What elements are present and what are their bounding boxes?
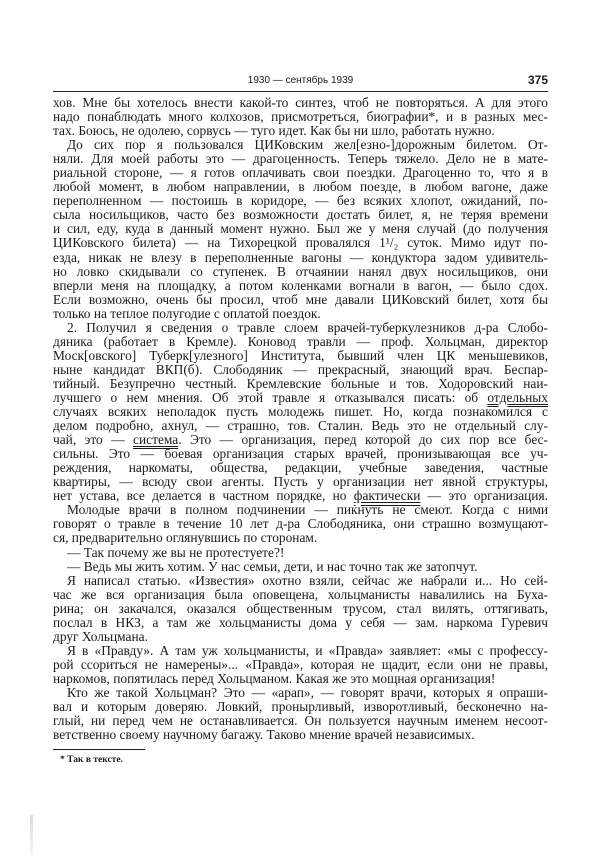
text-line — [53, 96, 548, 110]
text-line — [53, 124, 548, 138]
line-text: тах. Боюсь, не одолею, сорвусь — туго идет. Как бы ни шло, работать нужно. — [53, 123, 495, 139]
line-text: реждения, наркоматы, общества, редакции, учебные заведения, частные — [53, 460, 548, 476]
text-line — [53, 208, 548, 222]
line-text-rest: . Это — организация, перед которой до сих пор все бес- — [178, 432, 548, 448]
text-line — [53, 644, 548, 658]
line-text: чай, это — — [53, 432, 134, 448]
line-text: хов. Мне бы хотелось внести какой-то синтез, чтоб не повторяться. А для этого — [53, 95, 548, 110]
text-line — [53, 630, 548, 644]
line-text: риальной стороне, — я готов оплачивать свои поездки. Драгоценно то, что я в — [53, 165, 548, 181]
underlined-word: система — [133, 432, 179, 448]
line-text: делом подробно, ахнул, — страшно, тов. Сталин. Ведь это не отдельный слу- — [53, 418, 548, 434]
text-line — [53, 503, 548, 517]
line-text: только на теплое полугодие с оплатой поездок. — [53, 305, 321, 321]
line-text: езда, никак не влезу в переполненные вагоны — кондуктора задом удивитель- — [53, 249, 548, 265]
text-line — [53, 265, 548, 279]
underlined-word: отдельных — [487, 389, 548, 405]
text-line — [53, 110, 548, 124]
line-text: вперли меня на площадку, а потом коленками вогнали в вагон, — было сдох. — [53, 277, 548, 293]
text-line — [53, 321, 548, 335]
line-text: рина; он закачался, оказался общественным трусом, стал вилять, оттягивать, — [53, 600, 548, 616]
text-line — [53, 293, 548, 307]
line-text: переполненном — постоишь в коридоре, — без всяких хлопот, ожиданий, по- — [53, 193, 548, 209]
text-line — [53, 531, 548, 545]
text-line — [53, 180, 548, 194]
text-line — [53, 714, 548, 728]
text-line — [53, 349, 548, 363]
line-text: случаях всяких неполадок пусть молодежь пишет. Но, когда познакомился с — [53, 404, 548, 420]
text-line — [53, 728, 548, 742]
line-text: ветственно своему научному багажу. Таково мнение врачей независимых. — [53, 727, 475, 743]
text-line — [53, 475, 548, 489]
text-line — [53, 251, 548, 265]
line-text: квартиры, — всюду свои агенты. Пусть у организации нет явной структуры, — [53, 474, 548, 490]
line-text: и сил, еду, куда в данный момент нужно. Был же у меня случай (до получения — [53, 221, 548, 237]
line-text: вал и которым доверяю. Ловкий, пронырливый, изворотливый, бесконечно на- — [53, 699, 548, 715]
text-line — [53, 447, 548, 461]
line-text: послал в НКЗ, а там же хольцманисты дома у себя — зам. наркома Гуревич — [53, 614, 548, 630]
line-text: глый, ни перед чем не останавливается. Он пользуется научным именем несоот- — [53, 713, 548, 729]
text-line — [53, 672, 548, 686]
text-line — [53, 546, 548, 560]
line-text: дяника (работает в Кремле). Коновод травли — проф. Хольцман, директор — [53, 333, 548, 349]
text-line — [53, 489, 548, 503]
line-text: час же вся организация была оповещена, хольцманисты навалились на Буха- — [53, 586, 548, 602]
line-text: Я в «Правду». А там уж хольцманисты, и «Правда» заявляет: «мы с профессу- — [67, 642, 548, 658]
footnote: * Так в тексте. — [60, 755, 123, 765]
line-text: Я написал статью. «Известия» охотно взяли, сейчас же набрали и... Но сей- — [67, 572, 548, 588]
text-line — [53, 194, 548, 208]
page-number: 375 — [527, 73, 548, 87]
line-text: Моск[овского] Туберк[улезного] Института, бывший член ЦК меньшевиков, — [53, 347, 548, 363]
line-text: говорят о травле в течение 10 лет д-ра Слободяника, они страшно возмущают- — [53, 516, 548, 532]
line-text: няли. Для моей работы это — драгоценность. Теперь тяжело. Дело не в мате- — [53, 151, 548, 167]
text-line — [53, 391, 548, 405]
text-line — [53, 138, 548, 152]
line-text: ныне кандидат ВКП(б). Слободяник — прекрасный, знающий врач. Беспар- — [53, 361, 548, 377]
line-text: лучшего о нем мнения. Об этой травле я отказывался писать: об — [53, 389, 488, 405]
text-line — [53, 405, 548, 419]
line-text: Если возможно, очень бы просил, чтоб мне давали ЦИКовский билет, хотя бы — [53, 291, 548, 307]
text-line — [53, 560, 548, 574]
line-text: — Ведь мы жить хотим. У нас семьи, дети, и нас точно так же затопчут. — [67, 558, 478, 574]
text-line — [53, 433, 548, 447]
text-line — [53, 279, 548, 293]
running-title: 1930 — сентябрь 1939 — [247, 75, 354, 86]
line-text: наркомов, попятилась перед Хольцманом. Какая же это мощная организация! — [53, 670, 496, 686]
text-line — [53, 377, 548, 391]
line-text: нет устава, все делается в частном порядке, но — [53, 488, 354, 504]
text-line — [53, 335, 548, 349]
text-line — [53, 700, 548, 714]
line-text-rest: — это организация. — [420, 488, 548, 504]
text-line — [53, 307, 548, 321]
body-text — [53, 96, 548, 742]
text-line — [53, 152, 548, 166]
footnote-rule — [53, 749, 145, 750]
text-line — [53, 658, 548, 672]
line-text: любой момент, в любом направлении, в любом поезде, в любом вагоне, даже — [53, 179, 548, 195]
line-text: но ловко скидывали со ступенек. В отчаянии нанял двух носильщиков, они — [53, 263, 548, 279]
text-line — [53, 616, 548, 630]
line-text: рой ссориться не намерены»... «Правда», которая не щадит, если они не правы, — [53, 656, 548, 672]
line-text: сыла носильщиков, часто без возможности достать билет, я, не теряя времени — [53, 207, 548, 223]
line-text: Молодые врачи в полном подчинении — пикнуть не смеют. Когда с ними — [67, 502, 548, 518]
text-line — [53, 602, 548, 616]
line-text: друг Хольцмана. — [53, 628, 148, 644]
line-text: ЦИКовского билета) — на Тихорецкой провалялся 1¹/₂ суток. Мимо идут по- — [53, 235, 548, 251]
line-text: ся, предварительно оглянувшись по сторонам. — [53, 530, 318, 546]
text-line — [53, 574, 548, 588]
scan-artifact — [30, 815, 33, 855]
line-text: — Так почему же вы не протестуете?! — [67, 544, 285, 560]
text-line — [53, 236, 548, 250]
text-line — [53, 686, 548, 700]
text-line — [53, 363, 548, 377]
line-text: Кто же такой Хольцман? Это — «арап», — говорят врачи, которых я опраши- — [67, 684, 548, 700]
underlined-word: фактически — [353, 488, 421, 504]
text-line — [53, 517, 548, 531]
text-line — [53, 461, 548, 475]
header-rule — [53, 91, 548, 92]
text-line — [53, 419, 548, 433]
line-text: До сих пор я пользовался ЦИКовским жел[езно-]дорожным билетом. От- — [67, 137, 548, 153]
line-text: тийный. Безупречно честный. Кремлевские больные и тов. Ходоровский наи- — [53, 375, 548, 391]
text-line — [53, 166, 548, 180]
line-text: 2. Получил я сведения о травле слоем врачей-туберкулезников д-ра Слобо- — [67, 319, 548, 335]
text-line — [53, 222, 548, 236]
line-text: надо понаблюдать много колхозов, присмотреться, биографии*, и в разных мес- — [53, 109, 548, 125]
line-text: сильны. Это — боевая организация старых врачей, пронизывающая все уч- — [53, 446, 548, 462]
text-line — [53, 588, 548, 602]
